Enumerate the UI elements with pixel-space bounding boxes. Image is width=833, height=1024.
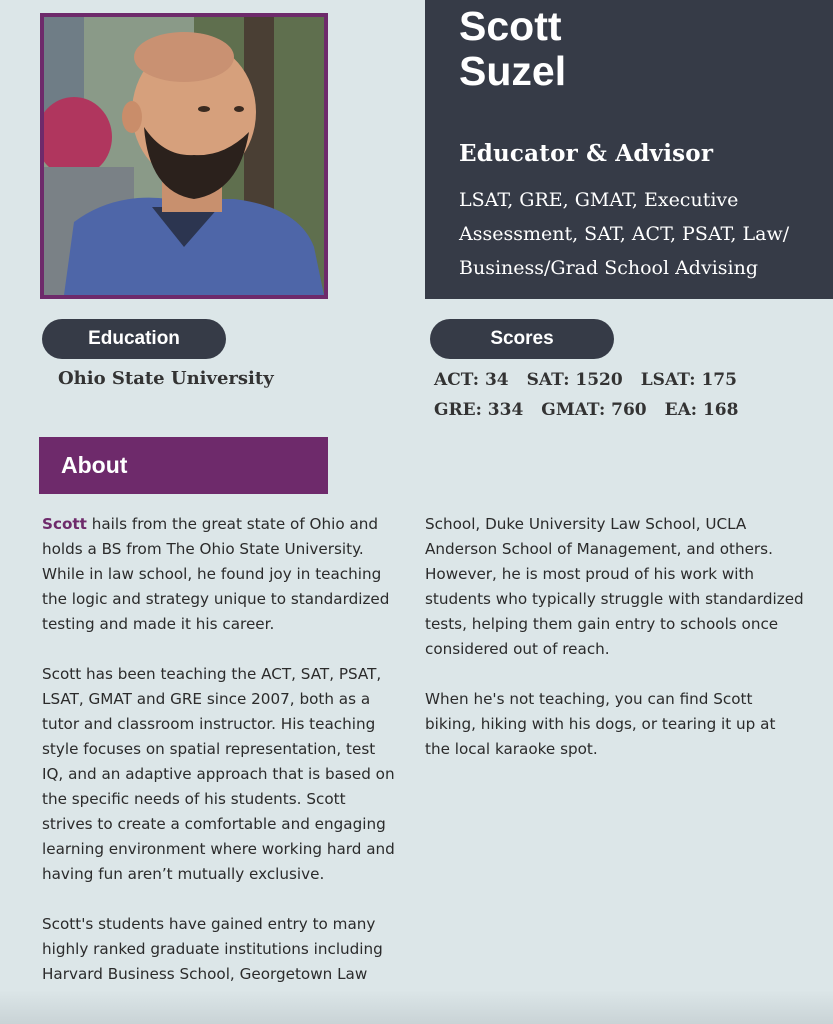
bottom-edge — [0, 990, 833, 1024]
profile-photo — [44, 17, 324, 295]
about-paragraph-1-text: hails from the great state of Ohio and holds a BS from The Ohio State University. While in law school, he found joy in teaching the logic and strategy unique to standardized testing and made it his career. — [42, 515, 390, 633]
about-paragraph-3: Scott's students have gained entry to many highly ranked graduate institutions including Harvard Business School, Georgetown Law — [42, 915, 383, 983]
score-sat: SAT: 1520 — [526, 370, 623, 390]
score-gmat: GMAT: 760 — [541, 400, 647, 420]
score-gre: GRE: 334 — [434, 400, 524, 420]
scores-row-1 — [434, 365, 756, 395]
about-highlight-name: Scott — [42, 515, 87, 533]
role-title: Educator & Advisor — [459, 140, 714, 167]
first-name: Scott — [459, 3, 562, 49]
scores-pill: Scores — [430, 319, 614, 359]
score-act: ACT: 34 — [434, 370, 509, 390]
about-heading: About — [39, 437, 328, 494]
last-name: Suzel — [459, 48, 567, 94]
scores-block — [434, 365, 756, 425]
about-paragraph-1 — [42, 512, 398, 637]
about-column-right — [425, 512, 805, 787]
person-name — [459, 4, 566, 94]
about-column-left — [42, 512, 398, 1012]
about-paragraph-2: Scott has been teaching the ACT, SAT, PSAT, LSAT, GMAT and GRE since 2007, both as a tutor and classroom instructor. His teaching style focuses on spatial representation, test IQ, and an adaptive approach that is based on the specific needs of his students. Scott strives to create a comfortable and engaging learning environment where working hard and having fun aren’t mutually exclusive. — [42, 665, 395, 883]
about-paragraph-4: When he's not teaching, you can find Scott biking, hiking with his dogs, or tearing it up at the local karaoke spot. — [425, 690, 776, 758]
score-lsat: LSAT: 175 — [640, 370, 737, 390]
education-school: Ohio State University — [58, 368, 274, 389]
subjects-list: LSAT, GRE, GMAT, Executive Assessment, SAT, ACT, PSAT, Law/ Business/Grad School Advising — [459, 189, 790, 279]
scores-row-2 — [434, 395, 756, 425]
profile-photo-frame — [40, 13, 328, 299]
name-panel — [425, 0, 833, 299]
education-pill: Education — [42, 319, 226, 359]
score-ea: EA: 168 — [664, 400, 739, 420]
about-paragraph-3-continued: School, Duke University Law School, UCLA Anderson School of Management, and others. However, he is most proud of his work with students who typically struggle with standardized tests, helping them gain entry to schools once considered out of reach. — [425, 515, 804, 658]
